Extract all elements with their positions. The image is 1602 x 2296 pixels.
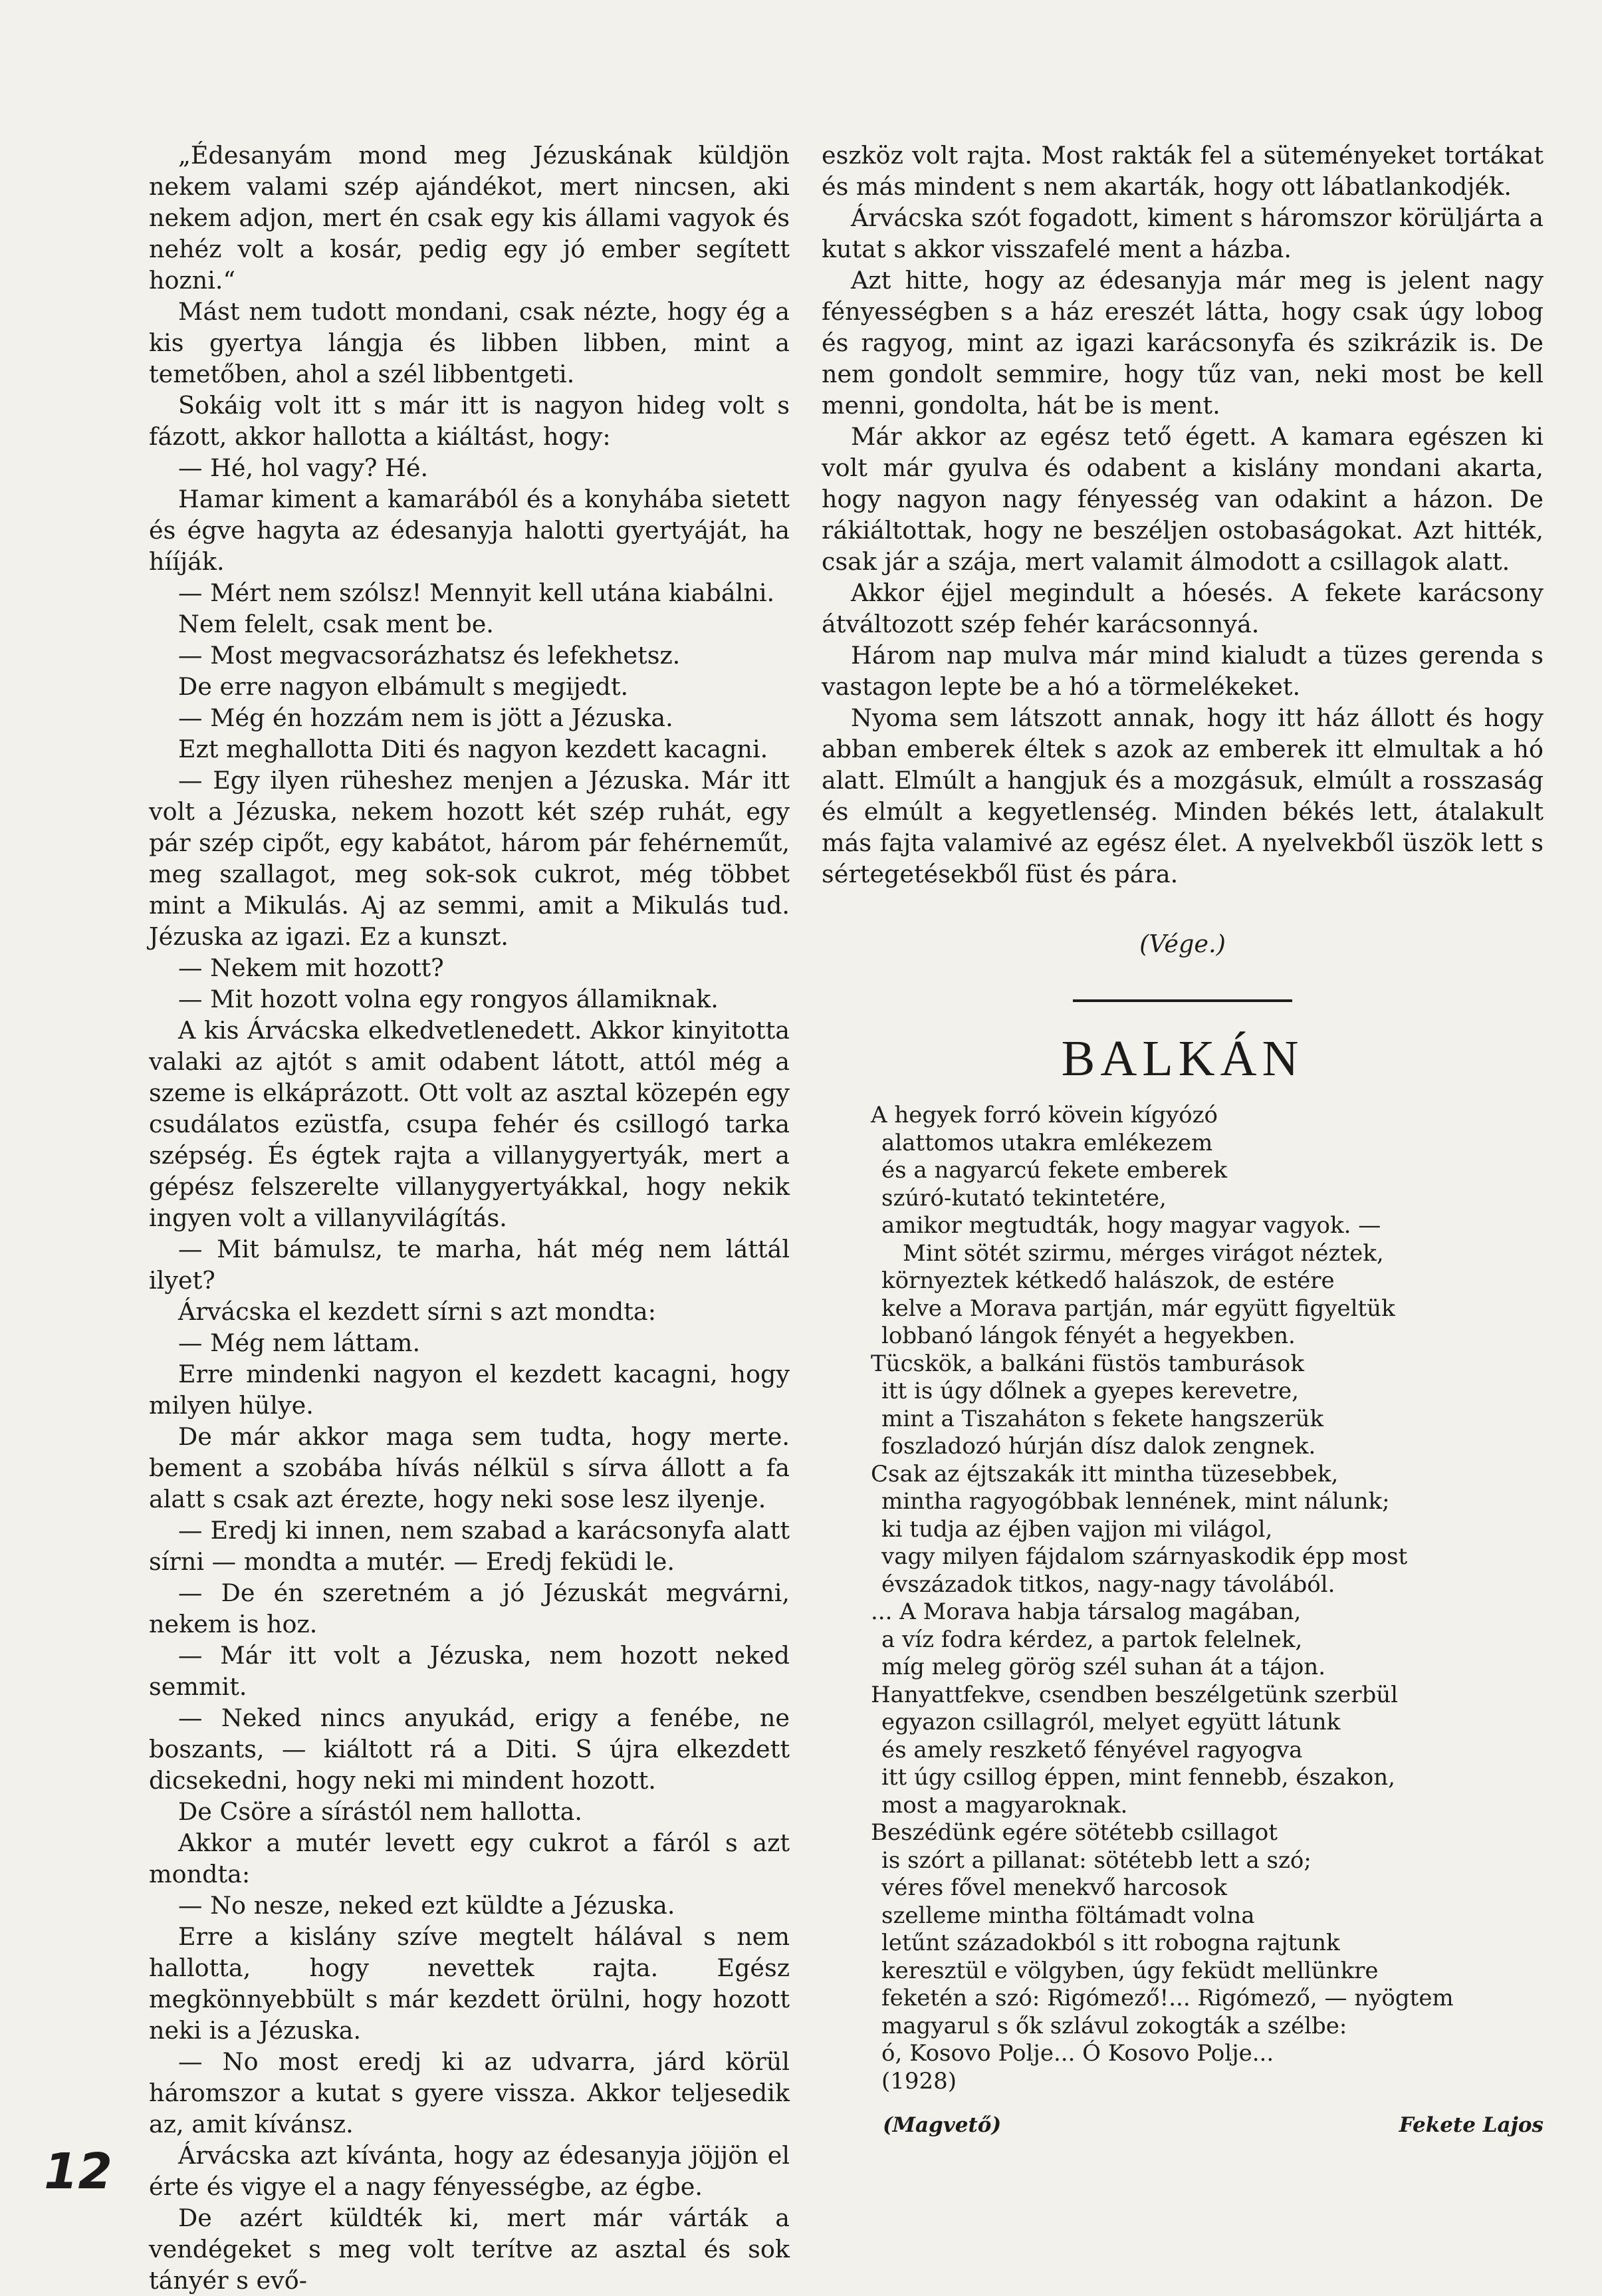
paragraph: Árvácska szót fogadott, kiment s háromszor körüljárta a kutat s akkor visszafelé ment a házba. [822, 203, 1544, 263]
paragraph: Akkor a mutér levett egy cukrot a fáról s azt mondta: [149, 1829, 790, 1888]
poem-line: vagy milyen fájdalom szárnyaskodik épp most [881, 1543, 1408, 1570]
paragraph: eszköz volt rajta. Most rakták fel a süteményeket tortákat és más mindent s nem akarták, hogy ott lábatlankodjék. [822, 141, 1544, 201]
poem-line: és amely reszkető fényével ragyogva [881, 1736, 1303, 1763]
paragraph: — De én szeretném a jó Jézuskát megvárni, nekem is hoz. [149, 1579, 790, 1638]
paragraph: — Mit hozott volna egy rongyos államiknak. [178, 985, 719, 1013]
paragraph: — No nesze, neked ezt küldte a Jézuska. [178, 1891, 675, 1920]
poem-line: szelleme mintha föltámadt volna [881, 1902, 1255, 1929]
poem-line: letűnt századokból s itt robogna rajtunk [881, 1930, 1340, 1956]
paragraph: Azt hitte, hogy az édesanyja már meg is jelent nagy fényességben s a ház ereszét látta, hogy csak úgy lobog és ragyog, mint az igazi karácsonyfa és szikrázik is. De nem gondolt semmire, hogy tűz van, neki most be kell menni, gondolta, hát be is ment. [822, 266, 1544, 420]
paragraph: Hamar kiment a kamarából és a konyhába sietett és égve hagyta az édesanyja halotti gyertyáját, ha hííják. [149, 485, 790, 576]
paragraph: Árvácska el kezdett sírni s azt mondta: [178, 1297, 656, 1326]
paragraph: Erre a kislány szíve megtelt hálával s nem hallotta, hogy nevettek rajta. Egész megkönnyebbült s már kezdett örülni, hogy hozott neki is a Jézuska. [149, 1922, 790, 2045]
poem-line: szúró-kutató tekintetére, [881, 1184, 1167, 1212]
poem-line: mintha ragyogóbbak lennének, mint nálunk; [881, 1488, 1390, 1515]
page-number: 12 [44, 2143, 112, 2200]
poem-line: mint a Tiszaháton s fekete hangszerük [881, 1405, 1324, 1432]
right-column [822, 140, 1544, 2141]
story-end-mark: (Vége.) [1139, 930, 1226, 958]
poem-line: a víz fodra kérdez, a partok felelnek, [881, 1626, 1303, 1653]
paragraph: Nyoma sem látszott annak, hogy itt ház állott és hogy abban emberek éltek s azok az emberek itt elmultak a hó alatt. Elmúlt a hangjuk és a mozgásuk, elmúlt a rosszaság és elmúlt a kegyetlenség. Minden békés lett, átalakult más fajta valamivé az egész élet. A nyelvekből üszök lett s sértegetésekből füst és pára. [822, 703, 1544, 888]
poem-line: ki tudja az éjben vajjon mi világol, [881, 1515, 1273, 1543]
paragraph: Sokáig volt itt s már itt is nagyon hideg volt s fázott, akkor hallotta a kiáltást, hogy: [149, 391, 790, 451]
divider-rule [1073, 999, 1292, 1002]
left-column [149, 140, 790, 2296]
poem-line: itt is úgy dőlnek a gyepes kerevetre, [881, 1378, 1299, 1404]
paragraph: Nem felelt, csak ment be. [178, 610, 494, 638]
poem-line: itt úgy csillog éppen, mint fennebb, északon, [881, 1764, 1395, 1791]
paragraph: Mást nem tudott mondani, csak nézte, hogy ég a kis gyertya lángja és libben libben, mint a temetőben, ahol a szél libbentgeti. [149, 297, 790, 388]
poem-line: véres fővel menekvő harcosok [881, 1874, 1227, 1901]
poem-line: (1928) [881, 2067, 957, 2095]
paragraph: Ezt meghallotta Diti és nagyon kezdett kacagni. [178, 735, 768, 763]
poem-body [822, 1102, 1544, 2095]
poem-line: és a nagyarcú fekete emberek [881, 1157, 1228, 1184]
paragraph: — Már itt volt a Jézuska, nem hozott neked semmit. [149, 1641, 790, 1701]
paragraph: — Mit bámulsz, te marha, hát még nem láttál ilyet? [149, 1235, 790, 1295]
paragraph: De erre nagyon elbámult s megijedt. [178, 672, 629, 701]
paragraph: — Mért nem szólsz! Mennyit kell utána kiabálni. [178, 578, 775, 607]
poem-line: is szórt a pillanat: sötétebb lett a szó; [881, 1847, 1312, 1874]
poem-line: most a magyaroknak. [881, 1791, 1128, 1819]
poem-line: ó, Kosovo Polje... Ó Kosovo Polje... [881, 2040, 1274, 2067]
poem-title: BALKÁN [1061, 1031, 1304, 1086]
poem-line: alattomos utakra emlékezem [881, 1129, 1213, 1156]
poem-line: környeztek kétkedő halászok, de estére [881, 1267, 1335, 1294]
poem-line: évszázadok titkos, nagy-nagy távolából. [881, 1571, 1335, 1598]
poem-line: egyazon csillagról, melyet együtt látunk [881, 1709, 1341, 1735]
paragraph: — Még én hozzám nem is jött a Jézuska. [178, 703, 673, 732]
poem-line: amikor megtudták, hogy magyar vagyok. — [881, 1212, 1381, 1239]
poem-line: keresztül e völgyben, úgy feküdt mellünkre [881, 1957, 1379, 1984]
paragraph: — Nekem mit hozott? [178, 954, 444, 982]
paragraph: — No most eredj ki az udvarra, járd körül háromszor a kutat s gyere vissza. Akkor teljesedik az, amit kívánsz. [149, 2047, 790, 2138]
paragraph: — Egy ilyen rüheshez menjen a Jézuska. Már itt volt a Jézuska, nekem hozott két szép ruhát, egy pár szép cipőt, egy kabátot, három pár fehérneműt, meg szallagot, meg sok-sok cukrot, még többet mint a Mikulás. Aj az semmi, amit a Mikulás tud. Jézuska az igazi. Ez a kunszt. [149, 766, 790, 951]
poem-line: magyarul s ők szlávul zokogták a szélbe: [881, 2012, 1347, 2039]
paragraph: — Neked nincs anyukád, erigy a fenébe, ne boszants, — kiáltott rá a Diti. S újra elkezdett dicsekedni, hogy neki mi mindent hozott. [149, 1704, 790, 1795]
poem-line: Mint sötét szirmu, mérges virágot néztek, [903, 1239, 1384, 1267]
poem-line: foszladozó húrján dísz dalok zengnek. [881, 1433, 1316, 1460]
poem-line: lobbanó lángok fényét a hegyekben. [881, 1323, 1296, 1349]
paragraph: De azért küldték ki, mert már várták a vendégeket s meg volt terítve az asztal és sok tányér s evő- [149, 2204, 790, 2295]
poem-line: míg meleg görög szél suhan át a tájon. [881, 1654, 1325, 1680]
paragraph: — Még nem láttam. [178, 1329, 421, 1357]
paragraph: Erre mindenki nagyon el kezdett kacagni, hogy milyen hülye. [149, 1360, 790, 1420]
poem-line: Beszédünk egére sötétebb csillagot [871, 1819, 1278, 1846]
paragraph: De Csöre a sírástól nem hallotta. [178, 1797, 582, 1826]
paragraph: Akkor éjjel megindult a hóesés. A fekete karácsony átváltozott szép fehér karácsonnyá. [822, 578, 1544, 638]
poem-line: Csak az éjtszakák itt mintha tüzesebbek, [871, 1460, 1339, 1487]
paragraph: — Eredj ki innen, nem szabad a karácsonyfa alatt sírni — mondta a mutér. — Eredj feküdi le. [149, 1516, 790, 1576]
paragraph: De már akkor maga sem tudta, hogy merte. bement a szobába hívás nélkül s sírva állott a fa alatt s csak azt érezte, hogy neki sose lesz ilyenje. [149, 1422, 790, 1513]
poem-line: Tücskök, a balkáni füstös tamburások [871, 1350, 1304, 1377]
paragraph: „Édesanyám mond meg Jézuskának küldjön nekem valami szép ajándékot, mert nincsen, aki nekem adjon, mert én csak egy kis állami vagyok és nehéz volt a kosár, pedig egy jó ember segített hozni.“ [149, 141, 790, 295]
poem-line: kelve a Morava partján, már együtt figyeltük [881, 1295, 1395, 1322]
paragraph: Három nap mulva már mind kialudt a tüzes gerenda s vastagon lepte be a hó a törmelékeket. [822, 641, 1544, 701]
paragraph: A kis Árvácska elkedvetlenedett. Akkor kinyitotta valaki az ajtót s amit odabent látott, attól még a szeme is elkáprázott. Ott volt az asztal közepén egy csudálatos ezüstfa, csupa fehér és csillogó tarka szépség. És égtek rajta a villanygyertyák, mert a gépész felszerelte villanygyertyákkal, hogy nekik ingyen volt a villanyvilágítás. [149, 1016, 790, 1232]
poem-credits [822, 2110, 1544, 2141]
poem-line: Hanyattfekve, csendben beszélgetünk szerbül [871, 1681, 1399, 1708]
poem-author: Fekete Lajos [1399, 2113, 1544, 2137]
poem-source: (Magvető) [883, 2113, 1002, 2137]
paragraph: — Hé, hol vagy? Hé. [178, 453, 429, 482]
paragraph: — Most megvacsorázhatsz és lefekhetsz. [178, 641, 681, 670]
poem-line: feketén a szó: Rigómező!... Rigómező, — nyögtem [881, 1985, 1454, 2011]
poem-line: ... A Morava habja társalog magában, [871, 1598, 1302, 1625]
paragraph: Árvácska azt kívánta, hogy az édesanyja jöjjön el érte és vigye el a nagy fényességbe, az égbe. [149, 2141, 790, 2201]
paragraph: Már akkor az egész tető égett. A kamara egészen ki volt már gyulva és odabent a kislány mondani akarta, hogy nagyon nagy fényesség van odakint a házon. De rákiáltottak, hogy ne beszéljen ostobaságokat. Azt hitték, csak jár a szája, mert valamit álmodott a csillagok alatt. [822, 422, 1544, 576]
poem-line: A hegyek forró kövein kígyózó [871, 1102, 1218, 1128]
